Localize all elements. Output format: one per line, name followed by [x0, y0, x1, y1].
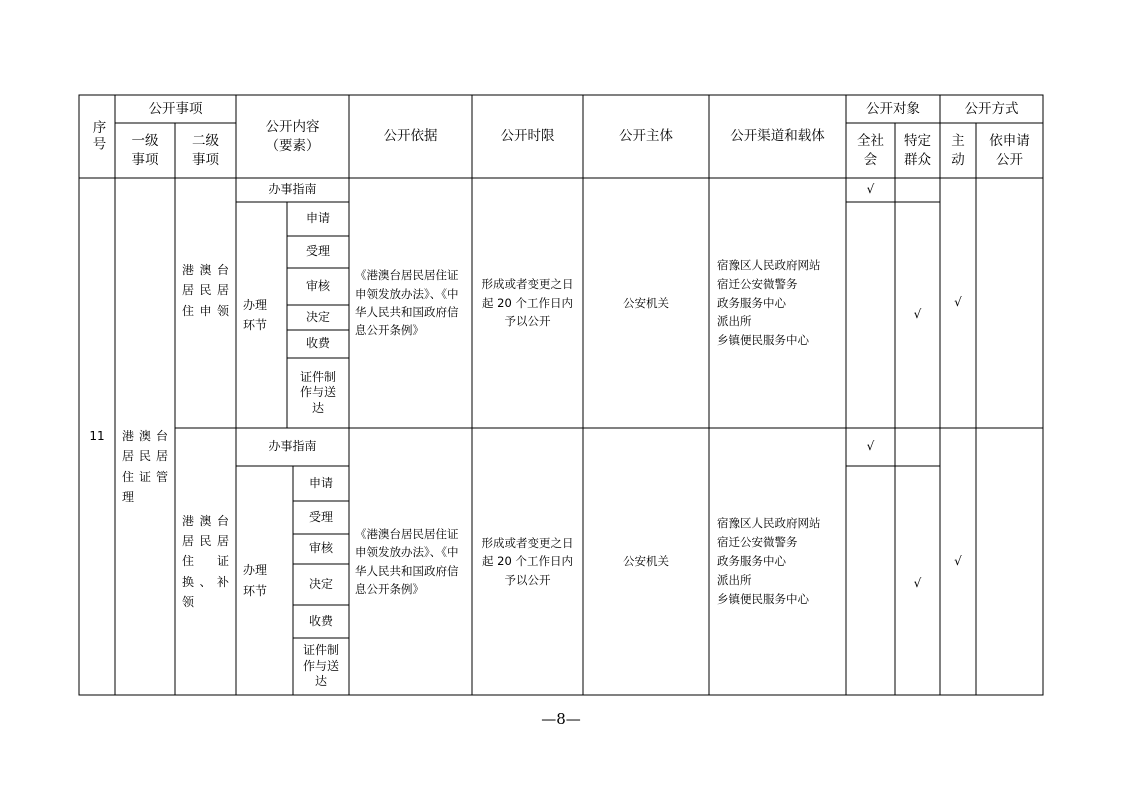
block1-stage-label: 办理 环节 [243, 297, 268, 332]
block1-step-issue: 证件制作与送达 [299, 369, 336, 415]
block2-step-fee: 收费 [308, 613, 333, 628]
block2-step-review: 审核 [308, 541, 333, 556]
header-seq [79, 95, 115, 178]
block1-step-apply: 申请 [305, 211, 330, 226]
block1-time-limit: 形成或者变更之日起 20 个工作日内予以公开 [481, 277, 574, 329]
block2-channels: 宿豫区人民政府网站 宿迁公安微警务 政务服务中心 派出所 乡镇便民服务中心 [717, 516, 821, 606]
header-time-limit: 公开时限 [500, 128, 555, 145]
block1-level2-text: 港澳台居民居住申领 [182, 262, 229, 318]
block1-basis: 《港澳台居民居住证申领发放办法》、《中华人民共和国政府信息公开条例》 [355, 268, 459, 338]
block1-channels: 宿豫区人民政府网站 宿迁公安微警务 政务服务中心 派出所 乡镇便民服务中心 [717, 257, 821, 348]
header-method-group: 公开方式 [964, 100, 1019, 117]
block1-level2 [175, 178, 236, 428]
block2-step-apply: 申请 [308, 475, 333, 490]
block1-step-accept: 受理 [305, 244, 330, 259]
block2-step-decide: 决定 [308, 576, 333, 591]
header-target-all: 全社 会 [857, 132, 884, 168]
block1-specific-check: √ [913, 307, 922, 322]
block1-step-fee: 收费 [305, 336, 330, 351]
header-method-request: 依申请 公开 [989, 132, 1030, 168]
block2-basis: 《港澳台居民居住证申领发放办法》、《中华人民共和国政府信息公开条例》 [355, 526, 459, 596]
header-subject: 公开主体 [619, 128, 673, 145]
block1-guide-all-check: √ [866, 182, 875, 197]
block2-step-issue: 证件制作与送达 [302, 643, 339, 689]
block2-stage-label: 办理 环节 [243, 563, 268, 598]
header-content: 公开内容 （要素） [265, 118, 320, 154]
header-level1: 一级 事项 [131, 132, 159, 168]
block2-level2-text: 港澳台居民居住证换、补领 [182, 513, 229, 610]
block2-guide: 办事指南 [268, 439, 317, 454]
block1-active-check: √ [954, 295, 962, 310]
header-channel: 公开渠道和载体 [730, 128, 825, 145]
block2-time-limit: 形成或者变更之日起 20 个工作日内予以公开 [481, 535, 574, 587]
row-level1 [115, 178, 175, 695]
block1-step-review: 审核 [305, 278, 330, 293]
block2-specific-check: √ [913, 575, 922, 590]
header-basis: 公开依据 [383, 128, 438, 145]
header-seq-text: 序号 [89, 120, 106, 153]
block2-subject: 公安机关 [623, 554, 669, 569]
block2-active-check: √ [954, 553, 962, 568]
header-method-active: 主 动 [951, 132, 965, 168]
block1-step-decide: 决定 [305, 309, 330, 324]
header-item-group: 公开事项 [148, 100, 203, 117]
block1-guide: 办事指南 [268, 182, 317, 197]
block2-level2 [175, 428, 236, 695]
row-level1-text: 港澳台居民居住证管理 [122, 428, 168, 504]
header-target-specific: 特定 群众 [904, 132, 931, 168]
block2-guide-all-check: √ [866, 439, 875, 454]
row-seq: 11 [89, 428, 105, 443]
header-level2: 二级 事项 [192, 132, 219, 168]
block2-step-accept: 受理 [308, 509, 333, 524]
page-number: —8— [541, 710, 581, 729]
header-target-group: 公开对象 [866, 100, 920, 117]
block1-subject: 公安机关 [623, 295, 669, 310]
